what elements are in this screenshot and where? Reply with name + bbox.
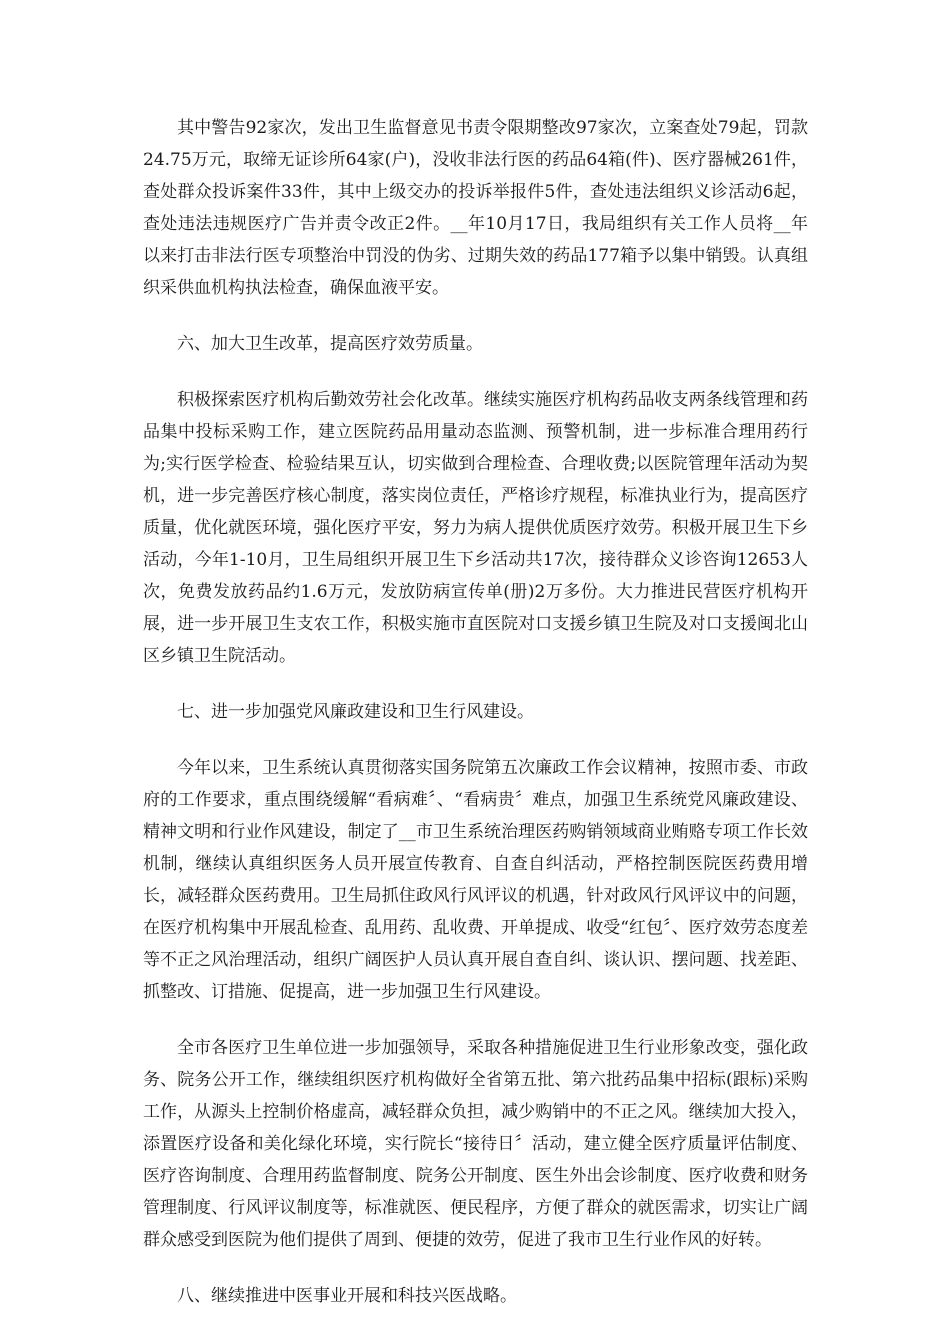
section-heading-6: 六、加大卫生改革，提高医疗效劳质量。 xyxy=(177,334,483,354)
paragraph-hospital-openness: 全市各医疗卫生单位进一步加强领导，采取各种措施促进卫生行业形象改变，强化政务、院务公开工作，继续组织医疗机构做好全省第五批、第六批药品集中招标(跟标)采购工作，从源头上控制价格虚高，减轻群众负担，减少购销中的不正之风。继续加大投入，添置医疗设备和美化绿化环境，实行院长“接待日〞活动，建立健全医疗质量评估制度、医疗咨询制度、合理用药监督制度、院务公开制度、医生外出会诊制度、医疗收费和财务管理制度、行风评议制度等，标准就医、便民程序，方便了群众的就医需求，切实让广阔群众感受到医院为他们提供了周到、便捷的效劳，促进了我市卫生行业作风的好转。 xyxy=(143,1038,808,1250)
paragraph-health-reform: 积极探索医疗机构后勤效劳社会化改革。继续实施医疗机构药品收支两条线管理和药品集中投标采购工作，建立医院药品用量动态监测、预警机制，进一步标准合理用药行为;实行医学检查、检验结果互认，切实做到合理检查、合理收费;以医院管理年活动为契机，进一步完善医疗核心制度，落实岗位责任，严格诊疗规程，标准执业行为，提高医疗质量，优化就医环境，强化医疗平安，努力为病人提供优质医疗效劳。积极开展卫生下乡活动，今年1-10月，卫生局组织开展卫生下乡活动共17次，接待群众义诊咨询12653人次，免费发放药品约1.6万元，发放防病宣传单(册)2万多份。大力推进民营医疗机构开展，进一步开展卫生支农工作，积极实施市直医院对口支援乡镇卫生院及对口支援闽北山区乡镇卫生院活动。 xyxy=(143,390,808,666)
paragraph-supervision-enforcement: 其中警告92家次，发出卫生监督意见书责令限期整改97家次，立案查处79起，罚款24.75万元，取缔无证诊所64家(户)，没收非法行医的药品64箱(件)、医疗器械261件，查处群众投诉案件33件，其中上级交办的投诉举报件5件，查处违法组织义诊活动6起，查处违法违规医疗广告并责令改正2件。__年10月17日，我局组织有关工作人员将__年以来打击非法行医专项整治中罚没的伪劣、过期失效的药品177箱予以集中销毁。认真组织采供血机构执法检查，确保血液平安。 xyxy=(143,118,808,298)
paragraph-integrity-building: 今年以来，卫生系统认真贯彻落实国务院第五次廉政工作会议精神，按照市委、市政府的工作要求，重点围绕缓解“看病难〞、“看病贵〞难点，加强卫生系统党风廉政建设、精神文明和行业作风建设，制定了__市卫生系统治理医药购销领域商业贿赂专项工作长效机制，继续认真组织医务人员开展宣传教育、自查自纠活动，严格控制医院医药费用增长，减轻群众医药费用。卫生局抓住政风行风评议的机遇，针对政风行风评议中的问题，在医疗机构集中开展乱检查、乱用药、乱收费、开单提成、收受“红包〞、医疗效劳态度差等不正之风治理活动，组织广阔医护人员认真开展自查自纠、谈认识、摆问题、找差距、抓整改、订措施、促提高，进一步加强卫生行风建设。 xyxy=(143,758,808,1002)
section-heading-8: 八、继续推进中医事业开展和科技兴医战略。 xyxy=(177,1286,517,1306)
document-body xyxy=(143,112,808,1336)
section-heading-7: 七、进一步加强党风廉政建设和卫生行风建设。 xyxy=(177,702,534,722)
